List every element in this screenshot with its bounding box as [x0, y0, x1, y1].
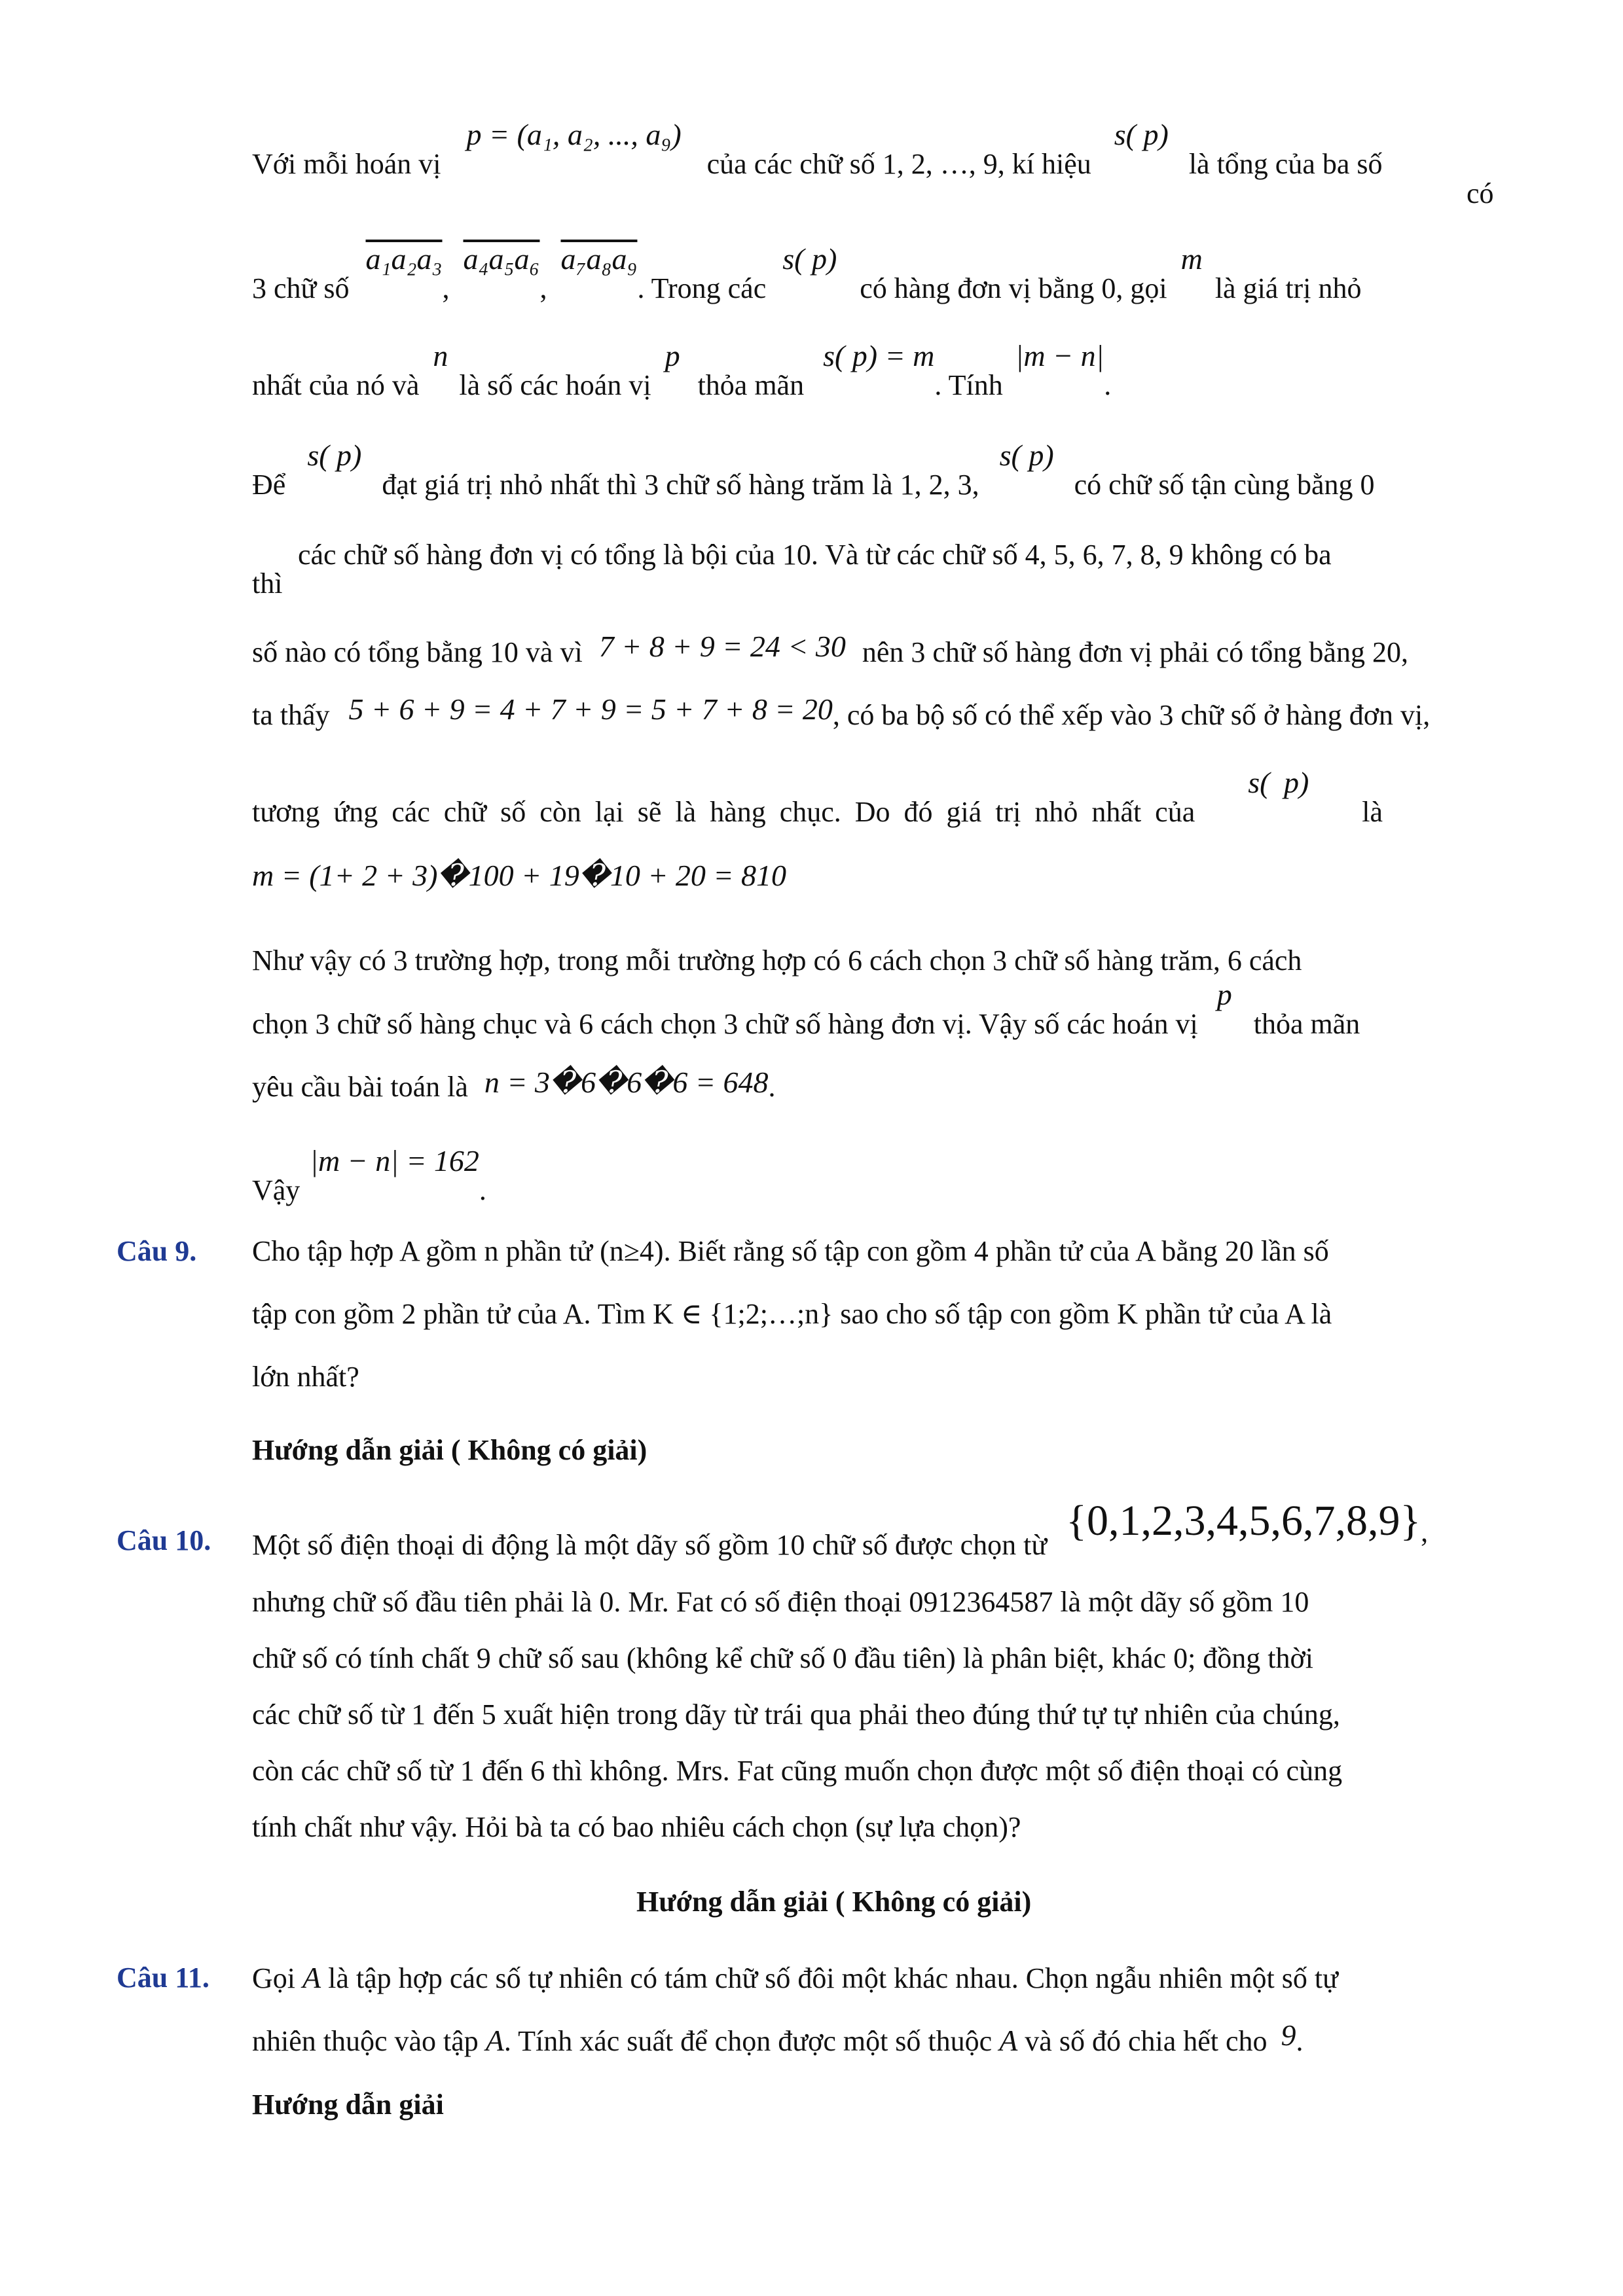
sum-formula: 7 + 8 + 9 = 24 < 30 — [598, 630, 846, 663]
text: nhưng chữ số đầu tiên phải là 0. Mr. Fat có số điện thoại 0912364587 là một dãy số gồm 10 — [252, 1586, 1309, 1618]
solution-line-8 — [252, 978, 1506, 1043]
var-m: m — [1180, 242, 1203, 276]
text: là — [1362, 796, 1383, 828]
text: . — [768, 1071, 776, 1103]
question-11-label: Câu 11. — [117, 1962, 210, 1994]
s-p-formula: s( p) — [1248, 766, 1309, 799]
text: thì — [252, 567, 283, 600]
solution-line-7 — [252, 942, 1506, 979]
m-value-formula: m = (1+ 2 + 3)�100 + 19�10 + 20 = 810 — [252, 859, 786, 892]
text: Gọi — [252, 1962, 295, 1994]
text: . Trong các — [637, 272, 767, 304]
var-A: A — [999, 2024, 1018, 2057]
q9-line-3 — [252, 1359, 1506, 1395]
number-a7a8a9: a₇a₈a₉ — [560, 242, 638, 276]
q10-line-4 — [252, 1696, 1506, 1733]
text: nhất của nó và — [252, 369, 420, 401]
q9-line-1 — [252, 1233, 1506, 1270]
text: 3 chữ số — [252, 272, 350, 304]
s-p-formula: s( p) — [782, 242, 837, 276]
number-9: 9 — [1281, 2018, 1296, 2052]
text: , — [1421, 1516, 1429, 1548]
answer-formula: |m − n| = 162 — [310, 1144, 479, 1177]
q10-line-5 — [252, 1753, 1506, 1789]
var-p: p — [665, 339, 680, 372]
q10-line-6 — [252, 1809, 1506, 1846]
text: , — [539, 272, 547, 304]
text: Cho tập hợp A gồm n phần tử (n≥4). Biết rằng số tập con gồm 4 phần tử của A bằng 20 lần số — [252, 1235, 1329, 1267]
text: các chữ số từ 1 đến 5 xuất hiện trong dãy từ trái qua phải theo đúng thứ tự tự nhiên của chúng, — [252, 1698, 1340, 1731]
s-p-formula: s( p) — [1114, 118, 1169, 151]
var-A: A — [302, 1961, 321, 1994]
solution-line-5 — [252, 766, 1506, 831]
q11-guide-heading: Hướng dẫn giải — [252, 2089, 444, 2121]
var-A: A — [485, 2024, 504, 2057]
permutation-formula: p = (a₁, a₂, ..., a₉) — [466, 118, 682, 151]
text: và số đó chia hết cho — [1025, 2025, 1267, 2057]
text: Một số điện thoại di động là một dãy số gồm 10 chữ số được chọn từ — [252, 1529, 1048, 1561]
solution-line-6 — [252, 857, 1506, 895]
var-n: n — [433, 339, 448, 372]
text: của các chữ số 1, 2, …, 9, kí hiệu — [706, 148, 1091, 180]
text: . Tính — [934, 369, 1003, 401]
text: . — [1104, 369, 1112, 401]
solution-line-9 — [252, 1068, 1506, 1105]
question-10-label: Câu 10. — [117, 1524, 211, 1556]
text: thỏa mãn — [1253, 1008, 1360, 1040]
text: yêu cầu bài toán là — [252, 1071, 468, 1103]
s-p-formula: s( p) — [307, 439, 362, 472]
s-p-formula: s( p) — [999, 439, 1054, 472]
solution-line-3 — [252, 630, 1506, 671]
text: còn các chữ số từ 1 đến 6 thì không. Mrs. Fat cũng muốn chọn được một số điện thoại có cùng — [252, 1755, 1343, 1787]
var-p: p — [1216, 978, 1232, 1011]
text: . — [1296, 2025, 1304, 2057]
text: là số các hoán vị — [459, 369, 651, 401]
text: số nào có tổng bằng 10 và vì — [252, 636, 583, 668]
text: là tổng của ba số — [1188, 148, 1383, 180]
text: tương ứng các chữ số còn lại sẽ là hàng chục. Do đó giá trị nhỏ nhất của — [252, 796, 1195, 828]
text: , — [442, 272, 450, 304]
q10-line-1 — [252, 1497, 1506, 1564]
q10-guide-heading: Hướng dẫn giải ( Không có giải) — [636, 1886, 1032, 1918]
q9-guide-heading: Hướng dẫn giải ( Không có giải) — [252, 1434, 647, 1466]
intro-line-1-wrap — [1467, 175, 1519, 212]
text: . Tính xác suất để chọn được một số thuộc — [503, 2025, 993, 2057]
text: là giá trị nhỏ — [1214, 272, 1362, 304]
text: các chữ số hàng đơn vị có tổng là bội của 10. Và từ các chữ số 4, 5, 6, 7, 8, 9 không có ba — [298, 539, 1332, 571]
text: nên 3 chữ số hàng đơn vị phải có tổng bằng 20, — [862, 636, 1408, 668]
solution-line-4 — [252, 692, 1506, 734]
s-p-equals-m: s( p) = m — [823, 339, 935, 372]
intro-line-1 — [252, 118, 1506, 183]
q10-line-2 — [252, 1584, 1506, 1621]
intro-line-3 — [252, 339, 1506, 404]
text: thỏa mãn — [697, 369, 805, 401]
text: Vậy — [252, 1174, 301, 1206]
solution-line-1 — [252, 439, 1506, 503]
digit-set: {0,1,2,3,4,5,6,7,8,9} — [1066, 1497, 1421, 1545]
question-9-label: Câu 9. — [117, 1235, 197, 1267]
text: có hàng đơn vị bằng 0, gọi — [860, 272, 1167, 304]
text: . — [479, 1174, 486, 1206]
text: Với mỗi hoán vị — [252, 148, 441, 180]
q11-line-2 — [252, 2018, 1506, 2060]
text: Để — [252, 469, 286, 501]
solution-line-2-thi — [252, 565, 1506, 602]
text: lớn nhất? — [252, 1361, 359, 1393]
text: , có ba bộ số có thể xếp vào 3 chữ số ở hàng đơn vị, — [832, 699, 1431, 731]
q10-line-3 — [252, 1640, 1506, 1677]
text: đạt giá trị nhỏ nhất thì 3 chữ số hàng trăm là 1, 2, 3, — [382, 469, 979, 501]
text: có chữ số tận cùng bằng 0 — [1074, 469, 1375, 501]
text: ta thấy — [252, 699, 330, 731]
text: tính chất như vậy. Hỏi bà ta có bao nhiêu cách chọn (sự lựa chọn)? — [252, 1811, 1021, 1843]
text: nhiên thuộc vào tập — [252, 2025, 479, 2057]
text: tập con gồm 2 phần tử của A. Tìm K ∈ {1;2;…;n} sao cho số tập con gồm K phần tử của A là — [252, 1298, 1332, 1330]
text: là tập hợp các số tự nhiên có tám chữ số đôi một khác nhau. Chọn ngẫu nhiên một số tự — [328, 1962, 1338, 1994]
text: có — [1467, 177, 1494, 209]
intro-line-2 — [252, 242, 1506, 307]
text: Như vậy có 3 trường hợp, trong mỗi trường hợp có 6 cách chọn 3 chữ số hàng trăm, 6 cách — [252, 944, 1302, 977]
number-a1a2a3: a₁a₂a₃ — [365, 242, 443, 276]
solution-line-10 — [252, 1144, 1506, 1209]
n-value-formula: n = 3�6�6�6 = 648 — [484, 1066, 769, 1099]
text: chọn 3 chữ số hàng chục và 6 cách chọn 3 chữ số hàng đơn vị. Vậy số các hoán vị — [252, 1008, 1198, 1040]
abs-m-minus-n: |m − n| — [1015, 339, 1104, 372]
text: chữ số có tính chất 9 chữ số sau (không kể chữ số 0 đầu tiên) là phân biệt, khác 0; đồng thời — [252, 1642, 1314, 1674]
q9-line-2 — [252, 1296, 1506, 1333]
number-a4a5a6: a₄a₅a₆ — [463, 242, 540, 276]
q11-line-1 — [252, 1960, 1506, 1997]
sum-triples-formula: 5 + 6 + 9 = 4 + 7 + 9 = 5 + 7 + 8 = 20 — [348, 692, 833, 726]
